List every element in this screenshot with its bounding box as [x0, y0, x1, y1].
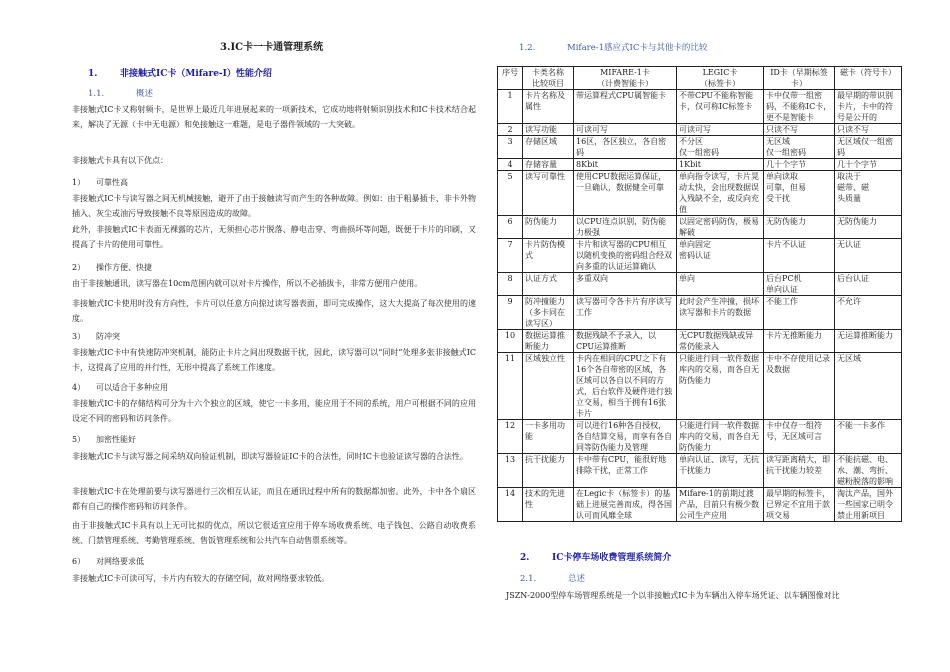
section-2-title: IC卡停车场收费管理系统简介: [552, 553, 672, 563]
table-cell: 读写功能: [523, 124, 574, 136]
table-cell: 几十个字节: [764, 159, 835, 171]
table-cell: 只能进行同一软件数据库内的交易，而各自无防伪能力: [677, 353, 764, 420]
table-cell: 只能进行同一软件数据库内的交易，而各自无防伪能力: [677, 420, 764, 454]
table-cell: 淘汰产品，国外一些国家已明令禁止用新项目: [835, 488, 902, 522]
table-cell: 12: [498, 420, 523, 454]
section-2-1-title: 总述: [568, 574, 586, 584]
table-cell: 卡中不存使用记录及数据: [764, 353, 835, 420]
section-1-2-number: 1.2.: [519, 43, 536, 53]
table-cell: 卡片不认证: [764, 239, 835, 273]
table-cell: 多重双向: [574, 273, 677, 296]
table-cell: 无认证: [835, 239, 902, 273]
table-cell: 技术的先进性: [523, 488, 574, 522]
item-5-para-1: 非接触式IC卡与读写器之间采纳双向验证机制，即读写器验证IC卡的合法性，同时IC卡也验证读写器的合法性。: [72, 452, 468, 461]
table-cell: 无区域仅一组密码: [835, 136, 902, 159]
table-cell: 单向认证、读写，无抗干扰能力: [677, 454, 764, 488]
section-1-1-heading: [88, 87, 153, 99]
table-cell: 无区域 仅一组密码: [764, 136, 835, 159]
table-cell: 后台PC机 单向认证: [764, 273, 835, 296]
table-cell: 以CPU连点识别，防伪能力极强: [574, 216, 677, 239]
table-header-row: [498, 67, 902, 90]
section-1-title: 非接触式IC卡（Mifare-I）性能介绍: [120, 69, 272, 79]
intro-paragraph: 非接触式IC卡又称射频卡，是世界上最近几年进展起来的一项新技术，它成功地将射频识别技术和IC卡技术结合起来，解决了无源（卡中无电源）和免接触这一难题，是电子器件领域的一大突破。: [72, 105, 476, 129]
item-6-title: 对网络要求低: [96, 557, 144, 566]
item-2-para-1: 由于非接触通讯，读写器在10cm范围内就可以对卡片操作，所以不必插拔卡，非常方便用户使用。: [72, 279, 423, 288]
section-2-1-text: JSZN-2000型停车场管理系统是一个以非接触式IC卡为车辆出入停车场凭证、以车辆图像对比: [506, 591, 840, 600]
table-cell: 卡中仅存一组符号，无区域可言: [764, 420, 835, 454]
table-cell: 无区域: [835, 353, 902, 420]
table-row: [498, 171, 902, 216]
table-cell: Mifare-1的前期过渡产品，目前只有极少数公司生产应用: [677, 488, 764, 522]
item-1-para-2: 此外，非接触式IC卡表面无裸露的芯片，无须担心芯片脱落、静电击穿、弯曲损坏等问题，既便于卡片的印刷，又提高了卡片的使用可靠性。: [72, 225, 476, 249]
table-cell: 可读可写: [677, 124, 764, 136]
table-cell: 无防伪能力: [764, 216, 835, 239]
table-cell: 单向读取 可靠，但易 受干扰: [764, 171, 835, 216]
header-mag: 磁卡（符号卡）: [835, 67, 902, 90]
item-4-heading: [72, 382, 168, 393]
table-cell: 9: [498, 296, 523, 330]
table-cell: 带运算程式CPU属智能卡: [574, 90, 677, 124]
table-cell: 单向固定 密码认证: [677, 239, 764, 273]
table-cell: 10: [498, 330, 523, 353]
table-cell: 卡片和读写器的CPU相互以随机变换的密码组合经双向多重的认证运算确认: [574, 239, 677, 273]
table-row: [498, 216, 902, 239]
table-row: [498, 273, 902, 296]
item-3-title: 防冲突: [96, 332, 120, 341]
table-cell: 单向指令读写，卡片晃动太快，会出现数据误入残缺不全，或反向充值: [677, 171, 764, 216]
item-5-number: 5）: [72, 435, 86, 444]
table-row: [498, 136, 902, 159]
advantages-lead: 非接触式卡具有以下优点：: [72, 156, 168, 165]
table-cell: 8: [498, 273, 523, 296]
table-row: [498, 420, 902, 454]
table-cell: 存储区域: [523, 136, 574, 159]
table-cell: 数据残缺不予录入，以CPU运算推断: [574, 330, 677, 353]
item-3-para-1: 非接触式IC卡中有快速防冲突机制，能防止卡片之间出现数据干扰，因此，读写器可以“同时”处理多张非接触式IC卡，这提高了应用的并行性，无形中提高了系统工作速度。: [72, 348, 476, 372]
header-legic: LEGIC卡 （标签卡）: [677, 67, 764, 90]
table-cell: 1: [498, 90, 523, 124]
table-cell: 4: [498, 159, 523, 171]
table-cell: 此时会产生冲撞，损坏读写器和卡片的数据: [677, 296, 764, 330]
section-1-number: 1.: [88, 69, 98, 79]
table-cell: 读写距离稍大，即抗干扰能力较差: [764, 454, 835, 488]
section-1-1-title: 概述: [136, 89, 154, 99]
table-cell: 使用CPU数据运算保证，一旦确认，数据健全可靠: [574, 171, 677, 216]
item-2-para-2: 非接触式IC卡使用时没有方向性，卡片可以任意方向掠过读写器表面，即可完成操作，这大大提高了每次使用的速度。: [72, 299, 476, 323]
item-5-title: 加密性能好: [96, 435, 136, 444]
section-1-2-title: Mifare-1感应式IC卡与其他卡的比较: [567, 43, 708, 53]
table-cell: 无CPU数据残缺或异常仍能录入: [677, 330, 764, 353]
table-row: [498, 454, 902, 488]
table-cell: 不允许: [835, 296, 902, 330]
item-1-para-1: 非接触式IC卡与读写器之间无机械接触，避开了由于接触读写而产生的各种故障。例如：由于粗暴插卡、非卡外物插入、灰尘或油污导致接触不良等原因造成的故障。: [72, 194, 476, 218]
item-4-title: 可以适合于多种应用: [96, 383, 168, 392]
table-cell: 取决于 磁带、磁 头质量: [835, 171, 902, 216]
item-4-para-1: 非接触式IC卡的存储结构可分为十六个独立的区域，使它一卡多用，能应用于不同的系统，用户可根据不同的应用设定不同的密码和访问条件。: [72, 399, 476, 423]
table-cell: 卡中仅带一组密码，不能称IC卡，更不是智能卡: [764, 90, 835, 124]
table-cell: 2: [498, 124, 523, 136]
table-cell: 7: [498, 239, 523, 273]
table-row: [498, 488, 902, 522]
section-2-1-heading: [520, 572, 585, 584]
item-5-para-3: 由于非接触式IC卡具有以上无可比拟的优点，所以它很适宜应用于停车场收费系统、电子钱包、公路自动收费系统、门禁管理系统、考勤管理系统、售饭管理系统和公共汽车自动售票系统等。: [72, 521, 476, 545]
table-cell: 读写可靠性: [523, 171, 574, 216]
table-cell: 无运算推断能力: [835, 330, 902, 353]
table-row: [498, 90, 902, 124]
item-2-number: 2）: [72, 263, 86, 272]
section-1-1-number: 1.1.: [88, 89, 105, 99]
table-cell: 读写器可令各卡片有序读写工作: [574, 296, 677, 330]
header-no: 序号: [498, 67, 523, 90]
table-cell: 单向: [677, 273, 764, 296]
item-5-heading: [72, 434, 136, 445]
header-item: 卡类名称 比较项目: [523, 67, 574, 90]
section-2-heading: [520, 550, 671, 563]
table-cell: 以固定密码防伪，极易解破: [677, 216, 764, 239]
item-3-heading: [72, 331, 120, 342]
table-row: [498, 296, 902, 330]
table-cell: 卡内在相同的CPU之下有16个各自带密的区域，各区域可以各自以不同的方式，后台软件及硬件进行独立交易，相当于拥有16张卡片: [574, 353, 677, 420]
table-cell: 后台认证: [835, 273, 902, 296]
item-1-number: 1）: [72, 178, 86, 187]
table-cell: 存储容量: [523, 159, 574, 171]
table-cell: 不能工作: [764, 296, 835, 330]
item-6-heading: [72, 556, 144, 567]
table-cell: 数据运算推断能力: [523, 330, 574, 353]
table-row: [498, 353, 902, 420]
table-cell: 可读可写: [574, 124, 677, 136]
table-cell: 不能一卡多作: [835, 420, 902, 454]
header-mifare: MIFARE-1卡 （计费智能卡）: [574, 67, 677, 90]
table-cell: 不带CPU不能称智能卡，仅可称IC标签卡: [677, 90, 764, 124]
item-1-heading: [72, 177, 128, 188]
table-cell: 不能抗磁、电、水、潮、弯折、磁粉脱落的影响: [835, 454, 902, 488]
table-cell: 只读不写: [764, 124, 835, 136]
section-1-heading: [88, 66, 272, 79]
table-cell: 卡中带有CPU，能很好地排除干扰，正常工作: [574, 454, 677, 488]
table-cell: 6: [498, 216, 523, 239]
section-2-1-number: 2.1.: [520, 574, 537, 584]
table-cell: 无防伪能力: [835, 216, 902, 239]
table-row: [498, 330, 902, 353]
table-cell: 可以进行16种各自授权，各自结算交易，而享有各自同等防伪能力及管理: [574, 420, 677, 454]
table-cell: 8Kbit: [574, 159, 677, 171]
item-5-para-2: 非接触式IC卡在处理前要与读写器进行三次相互认证，而且在通讯过程中所有的数据都加密。此外，卡中各个扇区都有自己的操作密码和访问条件。: [72, 487, 476, 511]
item-4-number: 4）: [72, 383, 86, 392]
table-cell: 抗干扰能力: [523, 454, 574, 488]
table-cell: 区域独立性: [523, 353, 574, 420]
table-cell: 1Kbit: [677, 159, 764, 171]
table-cell: 卡片名称及属性: [523, 90, 574, 124]
table-cell: 防伪能力: [523, 216, 574, 239]
item-3-number: 3）: [72, 332, 86, 341]
header-id: ID卡（早期标签卡）: [764, 67, 835, 90]
section-2-number: 2.: [520, 553, 530, 563]
item-6-para-1: 非接触式IC卡可读可写，卡片内有较大的存储空间，故对网络要求较低。: [72, 574, 330, 583]
item-1-title: 可靠性高: [96, 178, 128, 187]
table-row: [498, 239, 902, 273]
table-cell: 防冲撞能力（多卡同在读写区）: [523, 296, 574, 330]
table-cell: 13: [498, 454, 523, 488]
doc-title: 3.IC卡一卡通管理系统: [220, 42, 324, 53]
table-cell: 卡片防伪模式: [523, 239, 574, 273]
item-2-title: 操作方便、快捷: [96, 263, 152, 272]
table-cell: 认证方式: [523, 273, 574, 296]
table-cell: 只读不写: [835, 124, 902, 136]
table-cell: 11: [498, 353, 523, 420]
table-cell: 卡片无推断能力: [764, 330, 835, 353]
table-body: [498, 90, 902, 522]
item-6-number: 6）: [72, 557, 86, 566]
table-cell: 不分区 仅一组密码: [677, 136, 764, 159]
table-cell: 几十个字节: [835, 159, 902, 171]
section-1-2-heading: [519, 41, 707, 53]
table-cell: 16区，各区独立，各自密码: [574, 136, 677, 159]
table-row: [498, 159, 902, 171]
table-cell: 5: [498, 171, 523, 216]
table-cell: 14: [498, 488, 523, 522]
table-cell: 最早期的标签卡，已界定不宜用于款项交易: [764, 488, 835, 522]
table-cell: 在Legic卡（标签卡）的基础上进展完善而成，得各国认可而风靡全球: [574, 488, 677, 522]
table-row: [498, 124, 902, 136]
table-cell: 一卡多用功能: [523, 420, 574, 454]
card-comparison-table: [497, 66, 902, 522]
table-cell: 最早期的带识别卡片，卡中的符号是公开的: [835, 90, 902, 124]
table-cell: 3: [498, 136, 523, 159]
item-2-heading: [72, 262, 152, 273]
